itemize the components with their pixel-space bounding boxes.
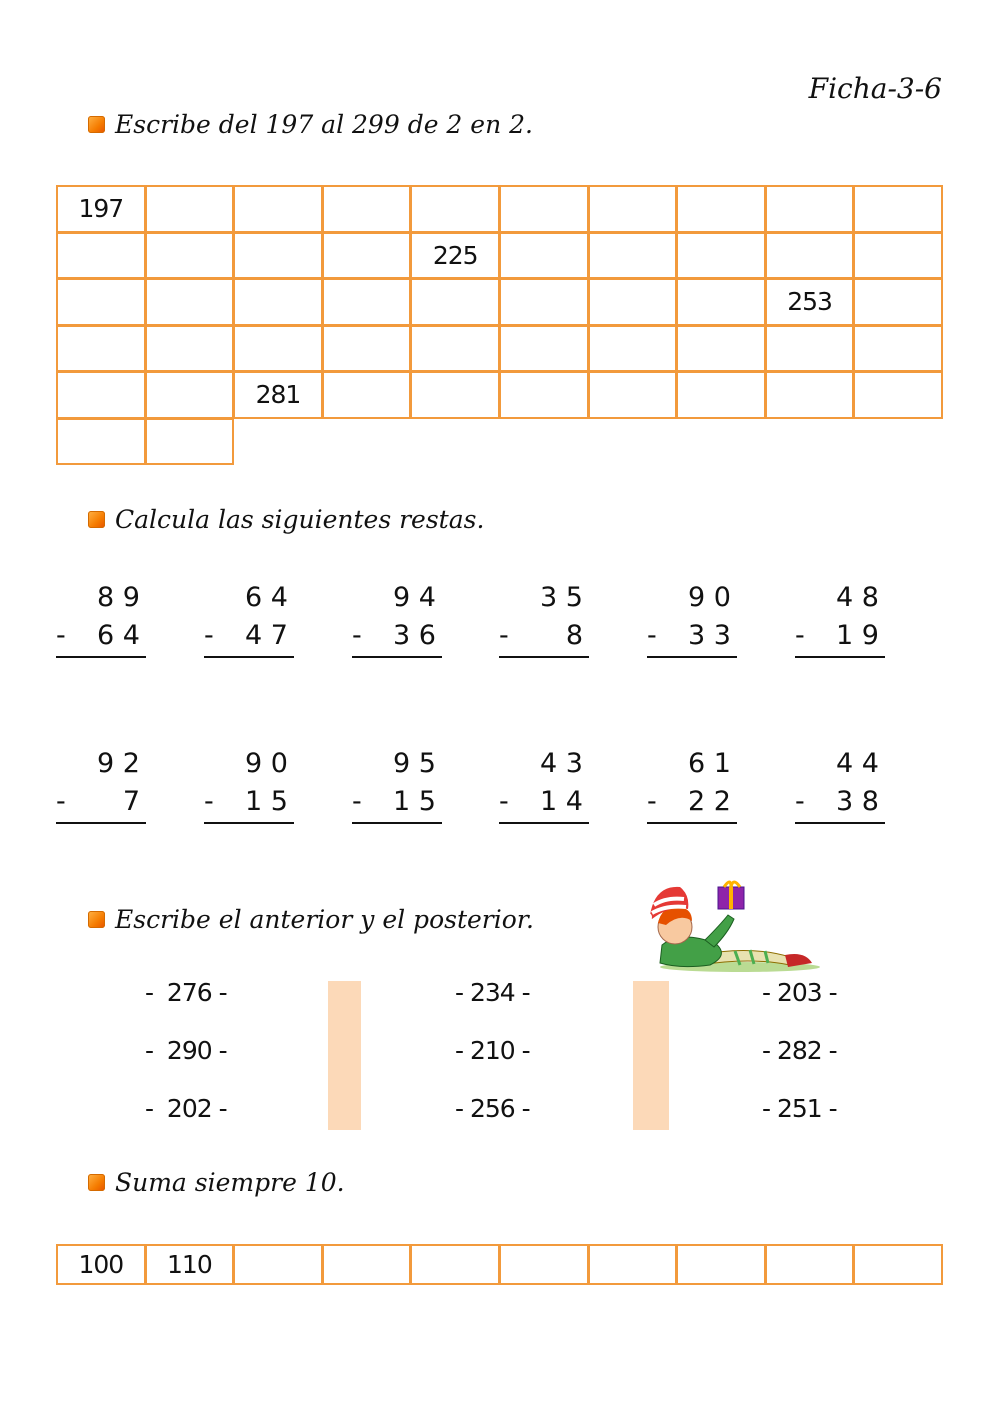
grid-cell[interactable] (56, 371, 146, 419)
grid-cell[interactable] (410, 185, 500, 233)
section-title-sum-ten (88, 1168, 345, 1197)
number-prompt: - 282 - (762, 1036, 837, 1065)
grid-cell[interactable] (233, 278, 323, 326)
subtrahend: 1 5 (245, 785, 288, 817)
answer-bar (633, 981, 669, 1130)
minus-sign: - (352, 619, 362, 651)
result-line[interactable] (56, 656, 146, 658)
grid-cell[interactable] (56, 232, 146, 280)
grid-cell[interactable] (410, 278, 500, 326)
grid-cell[interactable] (499, 185, 589, 233)
minus-sign: - (795, 785, 805, 817)
minus-sign: - (352, 785, 362, 817)
subtrahend: 6 4 (97, 619, 140, 651)
grid-cell[interactable] (853, 278, 943, 326)
grid-cell[interactable] (322, 278, 412, 326)
minuend: 6 1 (688, 747, 731, 779)
minuend: 9 2 (97, 747, 140, 779)
subtraction-problem (56, 578, 146, 658)
minus-sign: - (499, 785, 509, 817)
subtraction-problem (56, 744, 146, 824)
grid-cell[interactable] (145, 185, 235, 233)
minus-sign: - (56, 785, 66, 817)
minus-sign: - (56, 619, 66, 651)
sum-cell[interactable] (322, 1244, 412, 1285)
number-prompt: - 234 - (455, 978, 530, 1007)
result-line[interactable] (647, 656, 737, 658)
sum-cell[interactable] (853, 1244, 943, 1285)
grid-cell[interactable]: 197 (56, 185, 146, 233)
result-line[interactable] (352, 822, 442, 824)
grid-cell[interactable] (322, 232, 412, 280)
number-prompt: - 290 - (145, 1036, 227, 1065)
result-line[interactable] (204, 656, 294, 658)
subtrahend: 3 3 (688, 619, 731, 651)
result-line[interactable] (352, 656, 442, 658)
grid-cell[interactable] (853, 232, 943, 280)
minus-sign: - (204, 785, 214, 817)
grid-cell[interactable] (233, 232, 323, 280)
subtraction-problem (795, 578, 885, 658)
elf-illustration-icon (640, 875, 820, 975)
section-title-text: Suma siempre 10. (115, 1168, 345, 1197)
grid-cell[interactable] (322, 185, 412, 233)
sum-cell[interactable] (588, 1244, 678, 1285)
grid-cell[interactable] (145, 418, 235, 466)
grid-cell[interactable] (676, 232, 766, 280)
subtrahend: 8 (565, 619, 583, 651)
minuend: 3 5 (540, 581, 583, 613)
subtraction-problem (795, 744, 885, 824)
subtraction-problem (352, 578, 442, 658)
grid-cell[interactable] (145, 325, 235, 373)
section-title-subtractions (88, 505, 484, 534)
grid-cell[interactable] (853, 325, 943, 373)
grid-cell[interactable] (145, 371, 235, 419)
sum-cell[interactable]: 110 (145, 1244, 235, 1285)
number-prompt: - 202 - (145, 1094, 227, 1123)
minus-sign: - (499, 619, 509, 651)
answer-bar (328, 981, 361, 1130)
minuend: 4 4 (836, 747, 879, 779)
worksheet-id: Ficha-3-6 (808, 72, 942, 105)
subtraction-problem (647, 744, 737, 824)
grid-cell[interactable] (145, 232, 235, 280)
grid-cell[interactable] (322, 371, 412, 419)
grid-cell[interactable] (499, 278, 589, 326)
grid-cell[interactable]: 281 (233, 371, 323, 419)
grid-cell[interactable] (588, 232, 678, 280)
section-title-anterior-posterior (88, 905, 534, 934)
grid-cell[interactable] (233, 185, 323, 233)
grid-cell[interactable] (765, 325, 855, 373)
number-prompt: - 203 - (762, 978, 837, 1007)
sum-cell[interactable] (765, 1244, 855, 1285)
result-line[interactable] (499, 656, 589, 658)
minuend: 9 4 (393, 581, 436, 613)
subtrahend: 1 4 (540, 785, 583, 817)
result-line[interactable] (56, 822, 146, 824)
grid-cell[interactable] (588, 371, 678, 419)
grid-cell[interactable] (676, 371, 766, 419)
grid-cell[interactable] (853, 371, 943, 419)
grid-cell[interactable]: 225 (410, 232, 500, 280)
subtrahend: 1 9 (836, 619, 879, 651)
result-line[interactable] (795, 656, 885, 658)
number-prompt: - 210 - (455, 1036, 530, 1065)
minuend: 6 4 (245, 581, 288, 613)
sum-cell[interactable] (410, 1244, 500, 1285)
grid-cell[interactable]: 253 (765, 278, 855, 326)
grid-cell[interactable] (676, 185, 766, 233)
grid-cell[interactable] (410, 371, 500, 419)
grid-cell[interactable] (233, 325, 323, 373)
grid-cell[interactable] (56, 418, 146, 466)
bullet-icon (88, 1174, 105, 1191)
grid-cell[interactable] (145, 278, 235, 326)
minus-sign: - (204, 619, 214, 651)
subtraction-problem (499, 744, 589, 824)
minuend: 9 5 (393, 747, 436, 779)
section-title-series (88, 110, 533, 139)
grid-cell[interactable] (676, 278, 766, 326)
grid-cell[interactable] (499, 325, 589, 373)
bullet-icon (88, 116, 105, 133)
subtrahend: 3 8 (836, 785, 879, 817)
number-prompt: - 276 - (145, 978, 227, 1007)
grid-cell[interactable] (56, 278, 146, 326)
subtrahend: 2 2 (688, 785, 731, 817)
subtrahend: 7 (122, 785, 140, 817)
subtraction-problem (499, 578, 589, 658)
minuend: 8 9 (97, 581, 140, 613)
result-line[interactable] (204, 822, 294, 824)
grid-cell[interactable] (676, 325, 766, 373)
bullet-icon (88, 511, 105, 528)
subtrahend: 1 5 (393, 785, 436, 817)
grid-cell[interactable] (765, 232, 855, 280)
minuend: 9 0 (245, 747, 288, 779)
grid-cell[interactable] (56, 325, 146, 373)
sum-cell[interactable] (233, 1244, 323, 1285)
grid-cell[interactable] (322, 325, 412, 373)
section-title-text: Calcula las siguientes restas. (115, 505, 485, 534)
minuend: 4 3 (540, 747, 583, 779)
minus-sign: - (795, 619, 805, 651)
minuend: 4 8 (836, 581, 879, 613)
subtraction-problem (204, 578, 294, 658)
subtraction-problem (647, 578, 737, 658)
grid-cell[interactable] (499, 371, 589, 419)
grid-cell[interactable] (588, 325, 678, 373)
result-line[interactable] (647, 822, 737, 824)
grid-cell[interactable] (765, 371, 855, 419)
grid-cell[interactable] (765, 185, 855, 233)
number-prompt: - 256 - (455, 1094, 530, 1123)
minus-sign: - (647, 619, 657, 651)
result-line[interactable] (795, 822, 885, 824)
grid-cell[interactable] (588, 278, 678, 326)
sum-cell[interactable]: 100 (56, 1244, 146, 1285)
sum-cell[interactable] (499, 1244, 589, 1285)
section-title-text: Escribe el anterior y el posterior. (115, 905, 534, 934)
subtrahend: 3 6 (393, 619, 436, 651)
bullet-icon (88, 911, 105, 928)
minuend: 9 0 (688, 581, 731, 613)
grid-cell[interactable] (499, 232, 589, 280)
sum-cell[interactable] (676, 1244, 766, 1285)
number-prompt: - 251 - (762, 1094, 837, 1123)
subtraction-problem (204, 744, 294, 824)
grid-cell[interactable] (853, 185, 943, 233)
section-title-text: Escribe del 197 al 299 de 2 en 2. (115, 110, 533, 139)
minus-sign: - (647, 785, 657, 817)
grid-cell[interactable] (410, 325, 500, 373)
result-line[interactable] (499, 822, 589, 824)
subtraction-problem (352, 744, 442, 824)
grid-cell[interactable] (588, 185, 678, 233)
subtrahend: 4 7 (245, 619, 288, 651)
